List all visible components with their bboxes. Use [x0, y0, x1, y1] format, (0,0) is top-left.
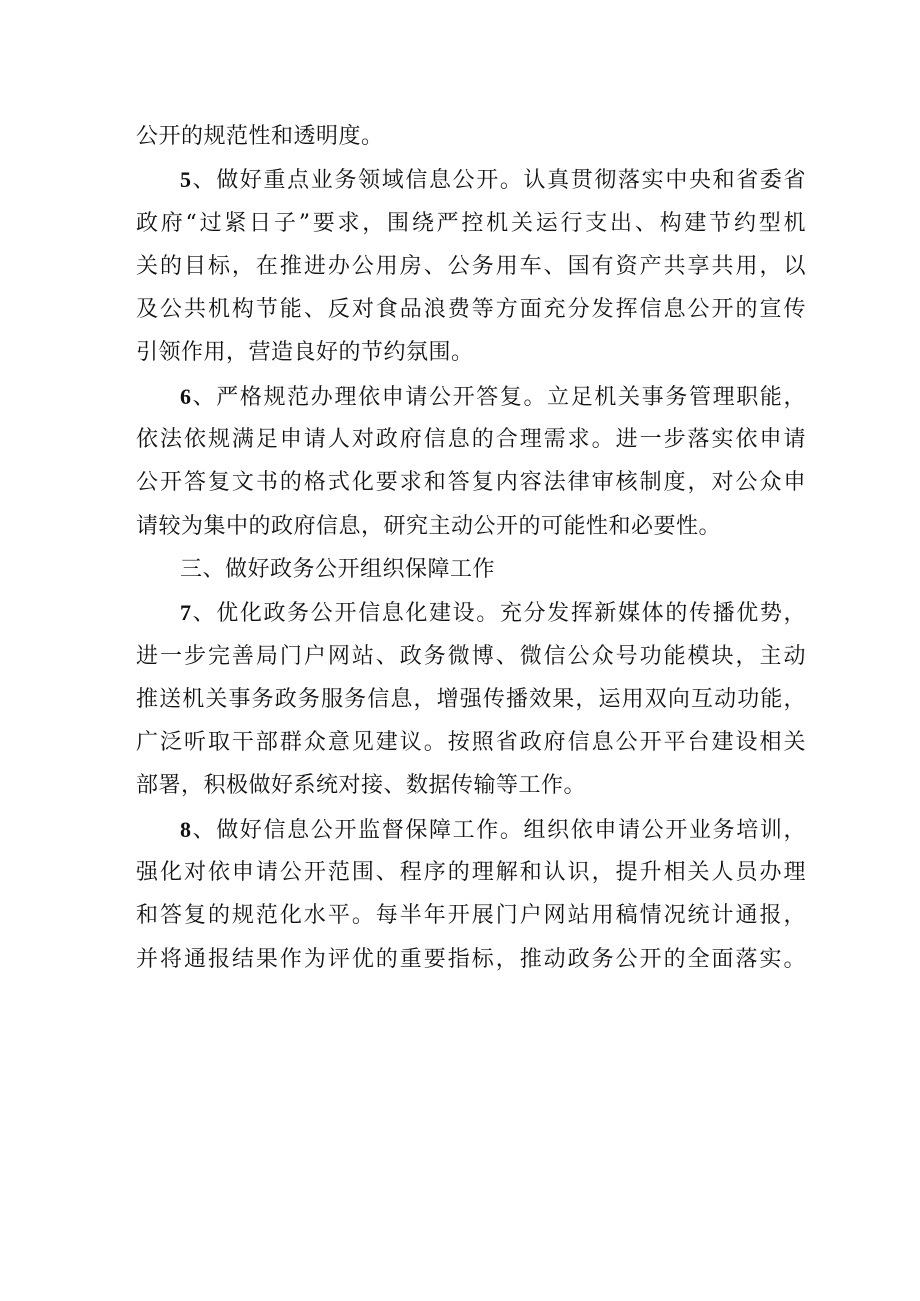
- text-line: 和答复的规范化水平。每半年开展门户网站用稿情况统计通报，: [136, 903, 806, 929]
- section-heading: 三、做好政务公开组织保障工作: [180, 556, 496, 582]
- text-line: 强化对依申请公开范围、程序的理解和认识，提升相关人员办理: [136, 860, 806, 886]
- item-number: 8: [180, 816, 192, 842]
- text-line: 并将通报结果作为评优的重要指标，推动政务公开的全面落实。: [136, 946, 806, 972]
- text-line: 公开的规范性和透明度。: [136, 124, 384, 149]
- document-body: [136, 115, 806, 981]
- item-number: 7: [180, 600, 192, 626]
- text-line: 政府“过紧日子”要求，围绕严控机关运行支出、构建节约型机: [136, 210, 806, 236]
- text-line: 及公共机构节能、反对食品浪费等方面充分发挥信息公开的宣传: [136, 297, 806, 323]
- item-8-heading-line: [136, 808, 806, 851]
- text-line: 广泛听取干部群众意见建议。按照省政府信息公开平台建设相关: [136, 730, 806, 756]
- item-7-heading-line: [136, 591, 806, 634]
- item-number: 5: [180, 167, 192, 193]
- text-line: 进一步完善局门户网站、政务微博、微信公众号功能模块，主动: [136, 643, 806, 669]
- text-line: 关的目标，在推进办公用房、公务用车、国有资产共享共用，以: [136, 253, 806, 279]
- item-5-text: 、做好重点业务领域信息公开。认真贯彻落实中央和省委省: [191, 168, 806, 194]
- text-line: 推送机关事务政务服务信息，增强传播效果，运用双向互动功能，: [136, 686, 806, 712]
- item-7-text: 、优化政务公开信息化建设。充分发挥新媒体的传播优势，: [191, 601, 806, 627]
- text-line: 请较为集中的政府信息，研究主动公开的可能性和必要性。: [136, 513, 722, 539]
- text-line: 引领作用，营造良好的节约氛围。: [136, 340, 474, 366]
- item-6-text: 、严格规范办理依申请公开答复。立足机关事务管理职能，: [191, 384, 806, 410]
- text-line: 依法依规满足申请人对政府信息的合理需求。进一步落实依申请: [136, 427, 806, 453]
- item-6-heading-line: [136, 375, 806, 418]
- item-5-heading-line: [136, 158, 806, 201]
- text-line: 公开答复文书的格式化要求和答复内容法律审核制度，对公众申: [136, 470, 806, 496]
- item-number: 6: [180, 383, 192, 409]
- item-8-text: 、做好信息公开监督保障工作。组织依申请公开业务培训，: [191, 817, 806, 843]
- text-line: 部署，积极做好系统对接、数据传输等工作。: [136, 773, 587, 799]
